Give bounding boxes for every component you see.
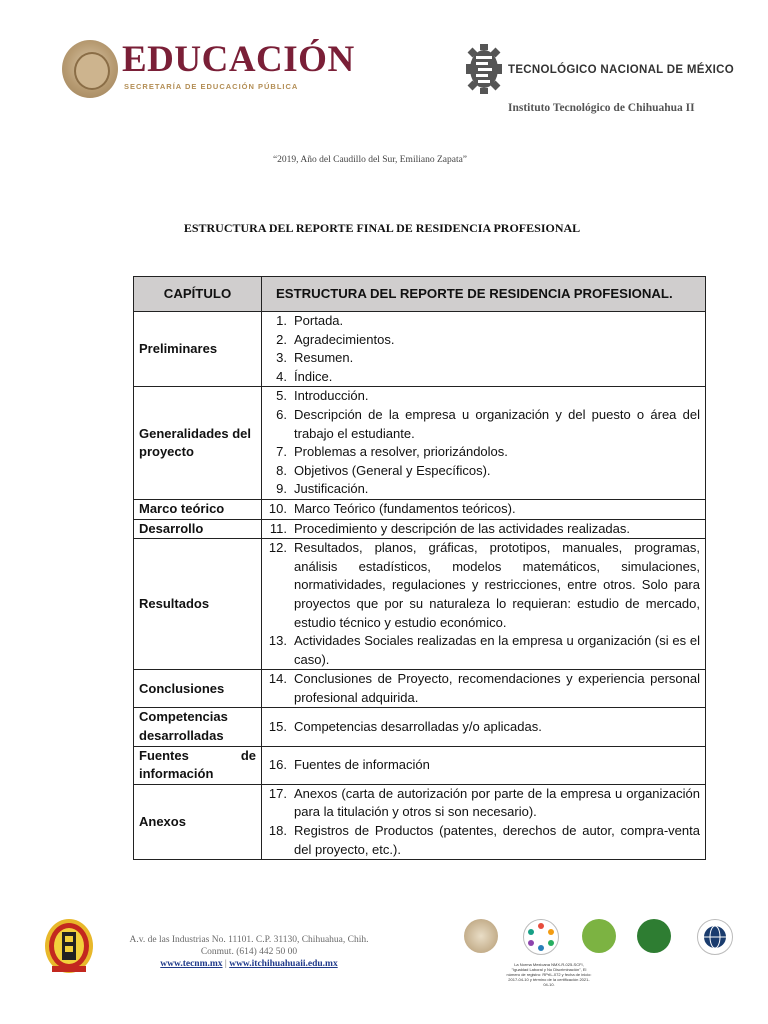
chapter-items	[262, 708, 706, 746]
itch-ii-footer-logo	[44, 918, 94, 976]
item-number: 7.	[276, 444, 287, 460]
footer-phone: Conmut. (614) 442 50 00	[200, 947, 298, 957]
chapter-items	[262, 539, 706, 670]
chapter-name: Anexos	[134, 784, 262, 859]
tecnm-link[interactable]: www.tecnm.mx	[160, 959, 223, 969]
item-text: Anexos (carta de autorización por parte de la empresa u organización para la titulación y otros si son necesario).	[294, 785, 700, 820]
table-header-row	[134, 277, 706, 312]
item-number: 18.	[268, 823, 287, 839]
item-number: 17.	[268, 785, 287, 801]
list-item	[267, 387, 700, 406]
list-item	[267, 539, 700, 632]
footer-address: A.v. de las Industrias No. 11101. C.P. 31130, Chihuahua, Chih.	[129, 935, 369, 945]
table-row	[134, 539, 706, 670]
item-number: 13.	[268, 633, 287, 649]
table-row	[134, 784, 706, 859]
government-seal-logo	[62, 40, 118, 98]
sep-subtitle: SECRETARÍA DE EDUCACIÓN PÚBLICA	[124, 82, 299, 91]
item-text: Agradecimientos.	[294, 331, 395, 347]
tecnm-gear-logo	[466, 44, 502, 94]
item-text: Conclusiones de Proyecto, recomendaciones y experiencia personal profesional adquirida.	[294, 671, 700, 705]
year-motto: “2019, Año del Caudillo del Sur, Emiliano Zapata”	[272, 155, 468, 165]
item-text: Justificación.	[294, 481, 369, 497]
list-item	[267, 312, 700, 331]
report-structure-table	[133, 276, 706, 860]
chapter-name: Desarrollo	[134, 519, 262, 539]
list-item	[267, 443, 700, 462]
sep-title: EDUCACIÓN	[122, 39, 355, 80]
chapter-items	[262, 784, 706, 859]
iso-9001-badge	[637, 919, 671, 953]
table-row	[134, 708, 706, 746]
item-text: Competencias desarrolladas y/o aplicadas.	[294, 718, 542, 734]
list-item	[267, 756, 700, 775]
item-text: Marco Teórico (fundamentos teóricos).	[294, 500, 516, 516]
footer-address-block	[120, 934, 378, 970]
list-item	[267, 349, 700, 368]
item-number: 4.	[276, 368, 287, 384]
list-item	[267, 785, 700, 822]
item-number: 1.	[276, 313, 287, 328]
item-number: 11.	[269, 520, 287, 536]
item-text: Resumen.	[294, 350, 354, 366]
chapter-items	[262, 312, 706, 387]
list-item	[267, 822, 700, 859]
item-number: 3.	[276, 350, 287, 366]
chapter-items	[262, 670, 706, 708]
document-title: ESTRUCTURA DEL REPORTE FINAL DE RESIDENCIA PROFESIONAL	[183, 221, 581, 235]
table-row	[134, 312, 706, 387]
item-text: Actividades Sociales realizadas en la empresa u organización (si es el caso).	[294, 633, 700, 667]
chapter-name: Fuentes de información	[134, 746, 262, 784]
list-item	[267, 406, 700, 443]
item-text: Índice.	[294, 368, 333, 384]
item-text: Fuentes de información	[294, 756, 430, 772]
item-number: 8.	[276, 462, 287, 478]
item-text: Objetivos (General y Específicos).	[294, 462, 491, 478]
list-item	[267, 718, 700, 737]
item-number: 14.	[268, 671, 287, 687]
chapter-name: Competencias desarrolladas	[134, 708, 262, 746]
chapter-items	[262, 387, 706, 500]
item-text: Procedimiento y descripción de las actividades realizadas.	[294, 520, 631, 536]
globe-certification-badge	[697, 919, 733, 955]
chapter-items	[262, 499, 706, 519]
header-structure: ESTRUCTURA DEL REPORTE DE RESIDENCIA PROFESIONAL.	[262, 277, 706, 312]
list-item	[267, 480, 700, 499]
chapter-name: Resultados	[134, 539, 262, 670]
item-number: 15.	[268, 718, 287, 734]
list-item	[267, 331, 700, 350]
table-row	[134, 499, 706, 519]
chapter-name: Preliminares	[134, 312, 262, 387]
item-number: 12.	[268, 540, 287, 556]
list-item	[267, 520, 700, 539]
list-item	[267, 500, 700, 519]
item-number: 2.	[276, 331, 287, 347]
item-number: 10.	[268, 500, 287, 516]
list-item	[267, 368, 700, 387]
chapter-items	[262, 519, 706, 539]
list-item	[267, 632, 700, 669]
chapter-name: Marco teórico	[134, 499, 262, 519]
iso-14001-badge	[582, 919, 616, 953]
table-row	[134, 519, 706, 539]
itch-link[interactable]: www.itchihuahuaii.edu.mx	[229, 959, 338, 969]
header-chapter: CAPÍTULO	[134, 277, 262, 312]
item-text: Descripción de la empresa u organización y del puesto o área del trabajo el estudiante.	[294, 406, 700, 441]
link-separator: |	[224, 959, 227, 969]
table-row	[134, 670, 706, 708]
item-text: Registros de Productos (patentes, derechos de autor, compra-venta del proyecto, etc.).	[294, 823, 700, 857]
item-number: 16.	[268, 756, 287, 772]
table-row	[134, 387, 706, 500]
list-item	[267, 462, 700, 481]
item-number: 9.	[276, 481, 287, 497]
institute-seal-badge	[464, 919, 498, 953]
tecnm-name: TECNOLÓGICO NACIONAL DE MÉXICO	[508, 64, 735, 76]
item-number: 6.	[276, 406, 287, 422]
chapter-items	[262, 746, 706, 784]
item-text: Resultados, planos, gráficas, prototipos, manuales, programas, análisis estadísticos, modelos matemáticos, simulaciones, normatividades, regulaciones y restricciones, entre otros. Solo para proyectos que por su naturaleza lo requieran: estudio de mercado, estudio técnico y estudio económico.	[294, 540, 700, 630]
norm-certification-text: La Norma Mexicana NMX-R-025-SCFI, "Igualdad Laboral y No Discriminación", El número de registro: RPrIL-072 y fecha de inicio: 2017-04-10 y término de la certificación 2021-04-10.	[506, 962, 592, 987]
list-item	[267, 670, 700, 707]
equality-certification-badge	[523, 919, 559, 955]
item-number: 5.	[276, 388, 287, 404]
chapter-name: Generalidades del proyecto	[134, 387, 262, 500]
item-text: Portada.	[294, 313, 344, 328]
chapter-name: Conclusiones	[134, 670, 262, 708]
table-row	[134, 746, 706, 784]
institute-name: Instituto Tecnológico de Chihuahua II	[508, 102, 695, 114]
item-text: Introducción.	[294, 388, 369, 404]
item-text: Problemas a resolver, priorizándolos.	[294, 444, 508, 460]
